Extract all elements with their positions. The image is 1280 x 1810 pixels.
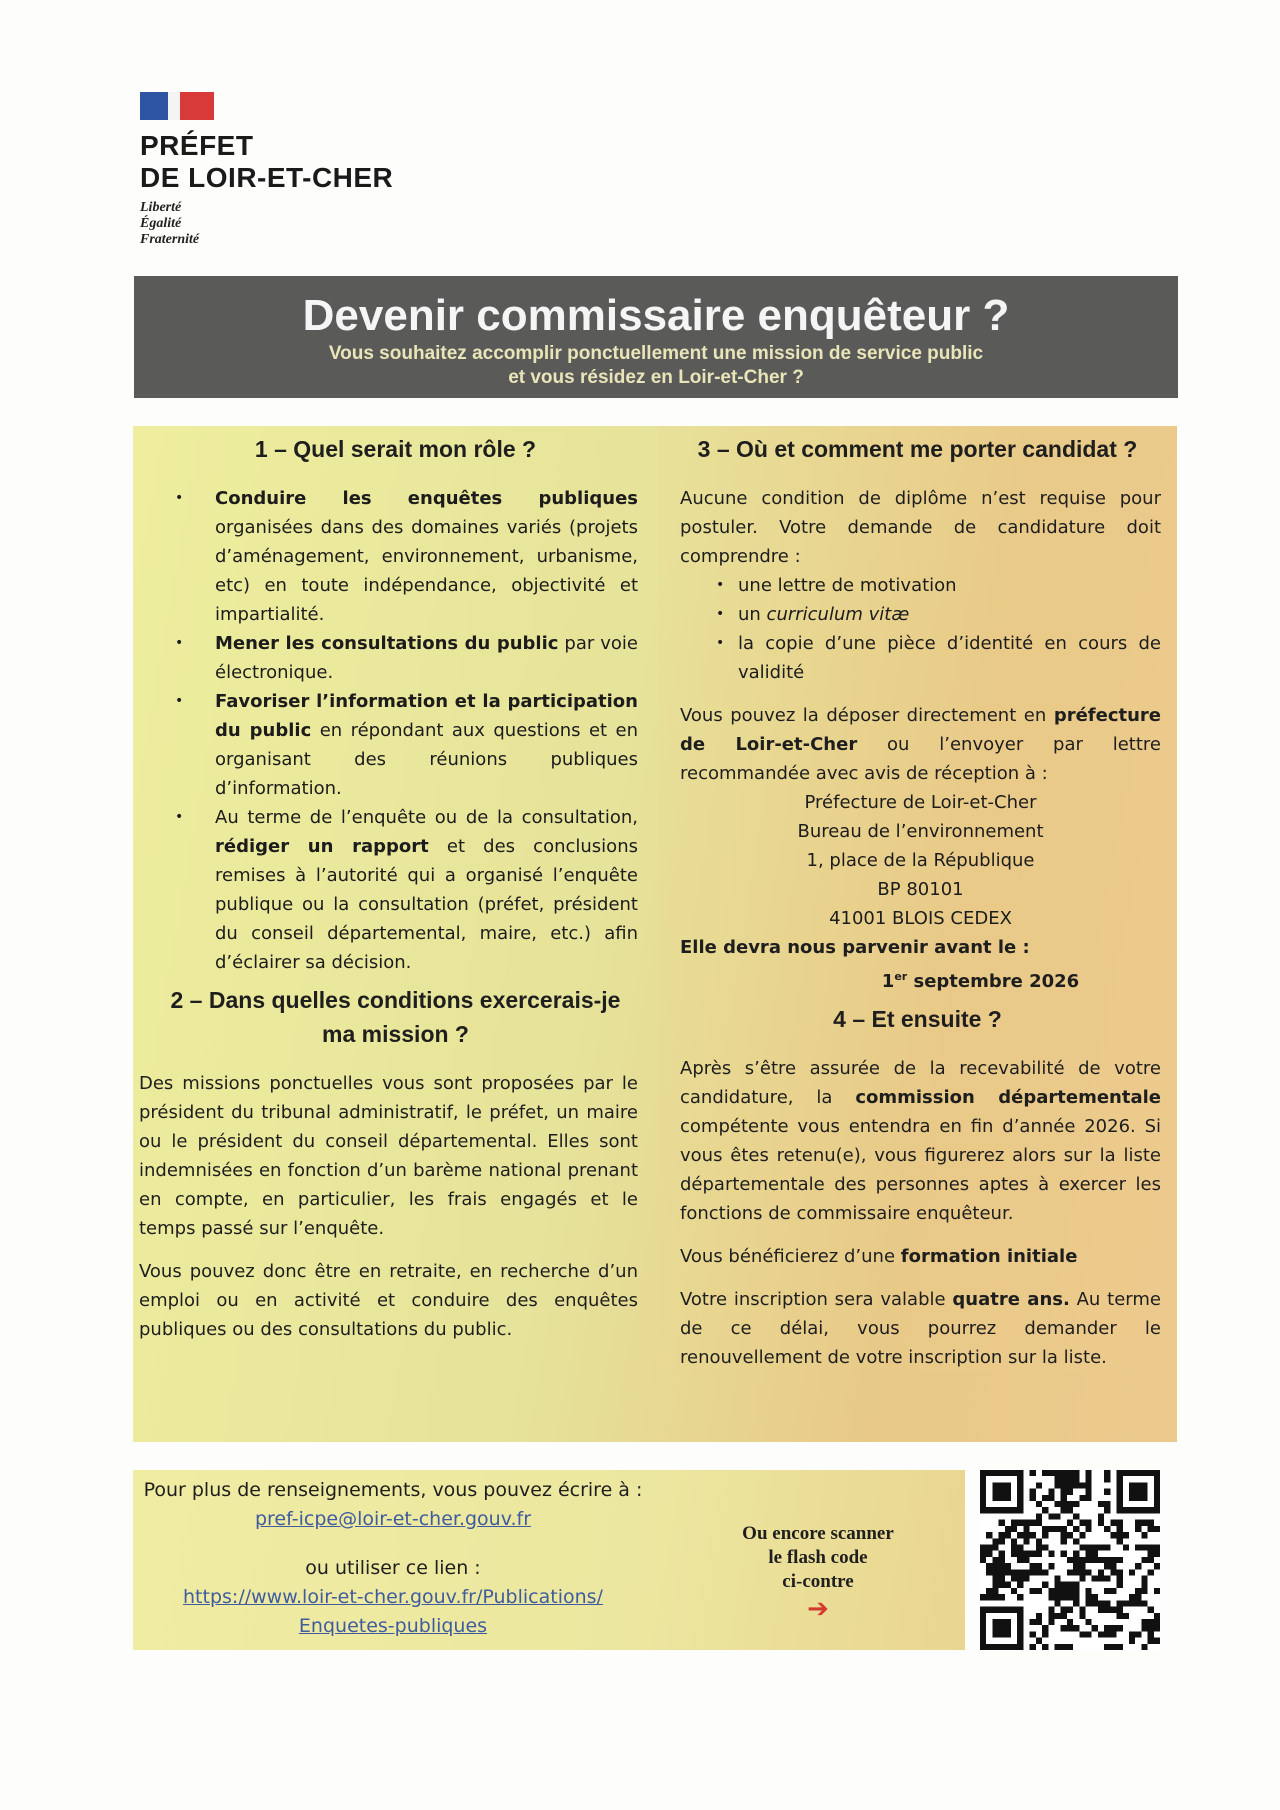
section-3-submission: Vous pouvez la déposer directement en préfecture de Loir-et-Cher ou l’envoyer par lettre recommandée avec avis de réception à :	[680, 705, 1161, 784]
banner-subtitle-2: et vous résidez en Loir-et-Cher ?	[508, 367, 804, 388]
list-item: • un curriculum vitæ	[680, 600, 1161, 629]
section-3-title: 3 – Où et comment me porter candidat ?	[697, 436, 1138, 462]
section-2-title: 2 – Dans quelles conditions exercerais-je ma mission ?	[170, 987, 621, 1047]
contact-box	[133, 1470, 965, 1650]
publications-link-continued[interactable]: Enquetes-publiques	[298, 1615, 488, 1637]
section-4-title: 4 – Et ensuite ?	[833, 1006, 1002, 1032]
section-1-title: 1 – Quel serait mon rôle ?	[254, 436, 537, 462]
contact-info: Pour plus de renseignements, vous pouvez écrire à : pref-icpe@loir-et-cher.gouv.fr ou utiliser ce lien : https://www.loir-et-cher.gouv.fr/Publications/ Enquetes-publiques	[143, 1479, 643, 1637]
prefecture-name: PRÉFET DE LOIR-ET-CHER	[140, 130, 394, 193]
role-list	[133, 484, 638, 977]
section-2-paragraph-2: Vous pouvez donc être en retraite, en recherche d’un emploi ou en activité et conduire des enquêtes publiques ou des consultations du public.	[139, 1261, 638, 1340]
arrow-right-icon: ➔	[807, 1594, 829, 1624]
republic-motto: Liberté Égalité Fraternité	[140, 200, 200, 247]
prefecture-logo	[140, 92, 393, 248]
marianne-flag-icon	[140, 92, 214, 120]
list-item: • Au terme de l’enquête ou de la consultation, rédiger un rapport et des conclusions remises à l’autorité qui a organisé l’enquête publique ou la consultation (préfet, président du conseil départemental, maire, etc.) afin d’éclairer sa décision.	[133, 803, 638, 977]
deadline-date: 1er septembre 2026	[881, 970, 1080, 992]
publications-link[interactable]: https://www.loir-et-cher.gouv.fr/Publications/	[183, 1586, 603, 1608]
postal-address: Préfecture de Loir-et-Cher Bureau de l’environnement 1, place de la République BP 80101 41001 BLOIS CEDEX	[797, 792, 1044, 929]
email-link[interactable]: pref-icpe@loir-et-cher.gouv.fr	[254, 1508, 532, 1530]
left-column	[133, 426, 658, 1344]
list-item: • la copie d’une pièce d’identité en cours de validité	[680, 629, 1161, 687]
deadline-label: Elle devra nous parvenir avant le :	[680, 937, 1030, 958]
scan-instructions: Ou encore scanner le flash code ci-contre ➔	[693, 1522, 943, 1624]
section-4-paragraph-1: Après s’être assurée de la recevabilité de votre candidature, la commission départementale compétente vous entendra en fin d’année 2026. Si vous êtes retenu(e), vous figurerez alors sur la liste départementale des personnes aptes à exercer les fonctions de commissaire enquêteur.	[680, 1058, 1161, 1224]
content-panel	[133, 426, 1177, 1442]
documents-list	[680, 571, 1161, 687]
list-item: • Conduire les enquêtes publiques organisées dans des domaines variés (projets d’aménagement, environnement, urbanisme, etc) en toute indépendance, objectivité et impartialité.	[133, 484, 638, 629]
section-4-paragraph-2: Vous bénéficierez d’une formation initiale	[680, 1246, 1078, 1267]
right-column	[658, 426, 1177, 1372]
title-banner	[134, 276, 1178, 398]
qr-code-icon[interactable]	[980, 1470, 1160, 1650]
list-item: • Mener les consultations du public par voie électronique.	[133, 629, 638, 687]
section-4-paragraph-3: Votre inscription sera valable quatre ans. Au terme de ce délai, vous pourrez demander le renouvellement de votre inscription sur la liste.	[680, 1289, 1161, 1368]
section-3-intro: Aucune condition de diplôme n’est requise pour postuler. Votre demande de candidature doit comprendre :	[680, 488, 1161, 567]
page-title: Devenir commissaire enquêteur ?	[302, 291, 1010, 340]
section-2-paragraph-1: Des missions ponctuelles vous sont proposées par le président du tribunal administratif, le préfet, un maire ou le président du conseil départemental. Elles sont indemnisées en fonction d’un barème national prenant en compte, en particulier, les frais engagés et le temps passé sur l’enquête.	[139, 1073, 638, 1239]
list-item: • une lettre de motivation	[680, 571, 1161, 600]
banner-subtitle-1: Vous souhaitez accomplir ponctuellement une mission de service public	[328, 343, 984, 364]
list-item: • Favoriser l’information et la participation du public en répondant aux questions et en organisant des réunions publiques d’information.	[133, 687, 638, 803]
